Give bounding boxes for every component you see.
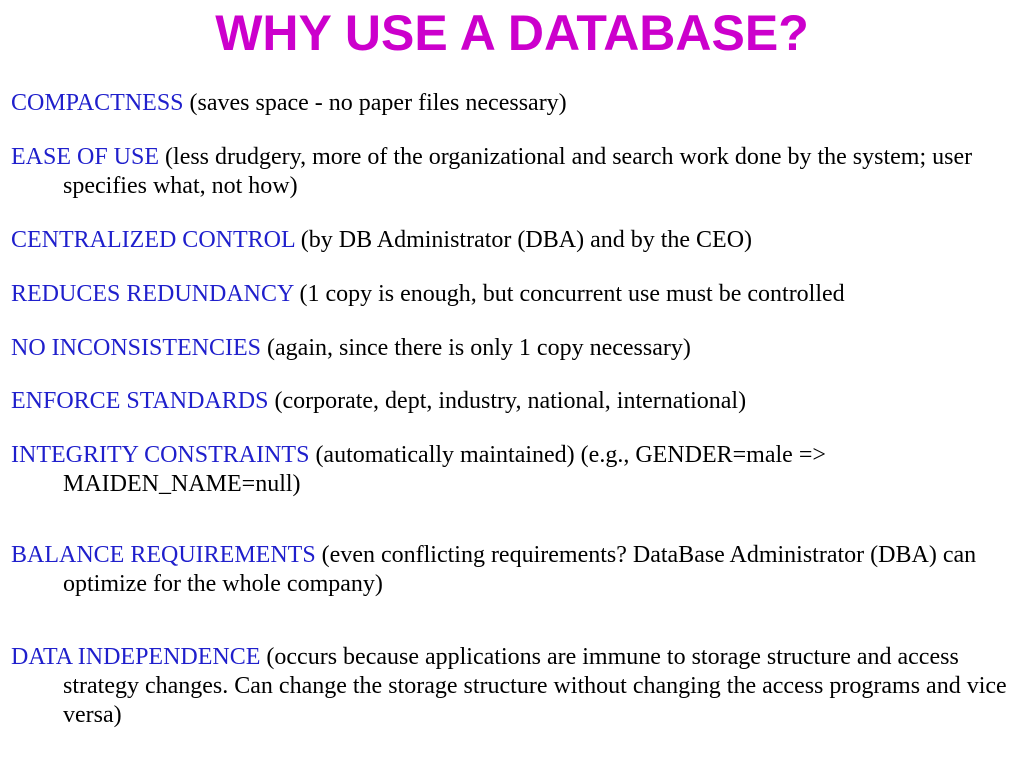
bullet-centralized-control — [11, 226, 1021, 255]
bullet-term: REDUCES REDUNDANCY — [11, 281, 294, 307]
bullet-term: EASE OF USE — [11, 144, 160, 170]
bullet-compactness — [11, 89, 1021, 118]
bullet-term: BALANCE REQUIREMENTS — [11, 542, 316, 568]
bullet-description: (corporate, dept, industry, national, international) — [268, 388, 747, 414]
bullet-description: (by DB Administrator (DBA) and by the CEO) — [294, 227, 753, 253]
bullet-term: NO INCONSISTENCIES — [11, 335, 262, 361]
bullet-description: (less drudgery, more of the organizational and search work done by the system; user specifies what, not how) — [63, 144, 973, 199]
bullet-reduces-redundancy — [11, 280, 1021, 309]
bullet-integrity-constraints — [11, 441, 1021, 499]
bullet-description: (1 copy is enough, but concurrent use must be controlled — [293, 281, 845, 307]
bullet-term: COMPACTNESS — [11, 90, 184, 116]
bullet-description: (occurs because applications are immune to storage structure and access strategy changes. Can change the storage structure without changing the access programs and vice versa) — [63, 644, 1007, 728]
bullet-ease-of-use — [11, 143, 1021, 201]
bullet-description: (saves space - no paper files necessary) — [183, 90, 567, 116]
bullet-balance-requirements — [11, 541, 1021, 599]
bullet-description: (even conflicting requirements? DataBase Administrator (DBA) can optimize for the whole company) — [63, 542, 977, 597]
bullet-term: INTEGRITY CONSTRAINTS — [11, 442, 310, 468]
bullet-no-inconsistencies — [11, 334, 1021, 363]
bullet-term: DATA INDEPENDENCE — [11, 644, 261, 670]
bullet-enforce-standards — [11, 387, 1021, 416]
slide-title: WHY USE A DATABASE? — [215, 5, 809, 61]
bullet-description: (automatically maintained) (e.g., GENDER=male => MAIDEN_NAME=null) — [63, 442, 826, 497]
bullet-description: (again, since there is only 1 copy necessary) — [261, 335, 691, 361]
bullet-term: CENTRALIZED CONTROL — [11, 227, 295, 253]
bullet-data-independence — [11, 643, 1021, 730]
bullet-term: ENFORCE STANDARDS — [11, 388, 269, 414]
